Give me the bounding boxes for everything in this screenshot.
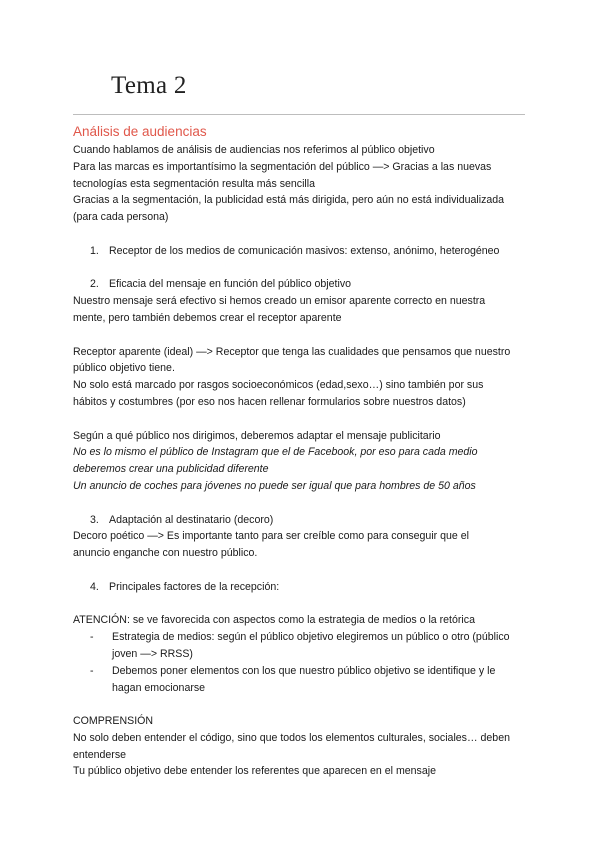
numbered-item-2 [73, 276, 533, 293]
paragraph-line: hábitos y costumbres (por eso nos hacen rellenar formularios sobre nuestros datos) [73, 395, 466, 408]
bullet-text: joven —> RRSS) [112, 647, 193, 660]
bullet-item [73, 663, 533, 697]
section-heading: Análisis de audiencias [73, 124, 207, 139]
italic-example-line: No es lo mismo el público de Instagram que el de Facebook, por eso para cada medio [73, 446, 478, 459]
paragraph-line: anuncio enganche con nuestro público. [73, 547, 258, 560]
page-title: Tema 2 [111, 72, 187, 99]
item-number: 2. [90, 278, 99, 291]
paragraph-line: entenderse [73, 748, 127, 761]
numbered-item-4 [73, 579, 533, 596]
paragraph-line: Según a qué público nos dirigimos, deberemos adaptar el mensaje publicitario [73, 429, 441, 442]
item-text: Principales factores de la recepción: [109, 580, 280, 593]
comprension-heading: COMPRENSIÓN [73, 715, 154, 728]
bullet-text: hagan emocionarse [112, 681, 206, 694]
atencion-line: ATENCIÓN: se ve favorecida con aspectos como la estrategia de medios o la retórica [73, 614, 475, 627]
paragraph-line: Receptor aparente (ideal) —> Receptor que tenga las cualidades que pensamos que nuestro [73, 345, 511, 358]
bullet-text: Estrategia de medios: según el público objetivo elegiremos un público o otro (público [112, 631, 510, 644]
title-divider [73, 114, 525, 115]
intro-line: (para cada persona) [73, 211, 169, 224]
document-body [73, 122, 533, 780]
intro-line: Cuando hablamos de análisis de audiencias nos referimos al público objetivo [73, 144, 435, 156]
italic-example-line: deberemos crear una publicidad diferente [73, 463, 269, 476]
item-number: 1. [90, 244, 99, 257]
paragraph-line: mente, pero también debemos crear el receptor aparente [73, 311, 342, 324]
item-text: Receptor de los medios de comunicación masivos: extenso, anónimo, heterogéneo [109, 244, 500, 257]
bullet-dash: - [90, 664, 94, 677]
paragraph-line: No solo deben entender el código, sino que todos los elementos culturales, sociales… deben [73, 731, 510, 744]
intro-line: Para las marcas es importantísimo la segmentación del público —> Gracias a las nuevas [73, 160, 492, 173]
numbered-item-1 [73, 243, 533, 260]
paragraph-line: público objetivo tiene. [73, 362, 175, 375]
item-text: Eficacia del mensaje en función del público objetivo [109, 278, 352, 291]
item-number: 3. [90, 513, 99, 526]
intro-line: Gracias a la segmentación, la publicidad está más dirigida, pero aún no está individualizada [73, 194, 505, 207]
paragraph-line: Nuestro mensaje será efectivo si hemos creado un emisor aparente correcto en nuestra [73, 295, 486, 308]
intro-line: tecnologías esta segmentación resulta más sencilla [73, 177, 316, 190]
bullet-text: Debemos poner elementos con los que nuestro público objetivo se identifique y le [112, 664, 496, 677]
bullet-dash: - [90, 631, 94, 644]
italic-example-line: Un anuncio de coches para jóvenes no puede ser igual que para hombres de 50 años [73, 479, 476, 492]
bullet-item [73, 629, 533, 663]
paragraph-line: Decoro poético —> Es importante tanto para ser creíble como para conseguir que el [73, 530, 470, 543]
item-number: 4. [90, 580, 99, 593]
numbered-item-3 [73, 512, 533, 529]
paragraph-line: Tu público objetivo debe entender los referentes que aparecen en el mensaje [73, 765, 436, 778]
paragraph-line: No solo está marcado por rasgos socioeconómicos (edad,sexo…) sino también por sus [73, 379, 484, 392]
item-text: Adaptación al destinatario (decoro) [109, 513, 274, 526]
